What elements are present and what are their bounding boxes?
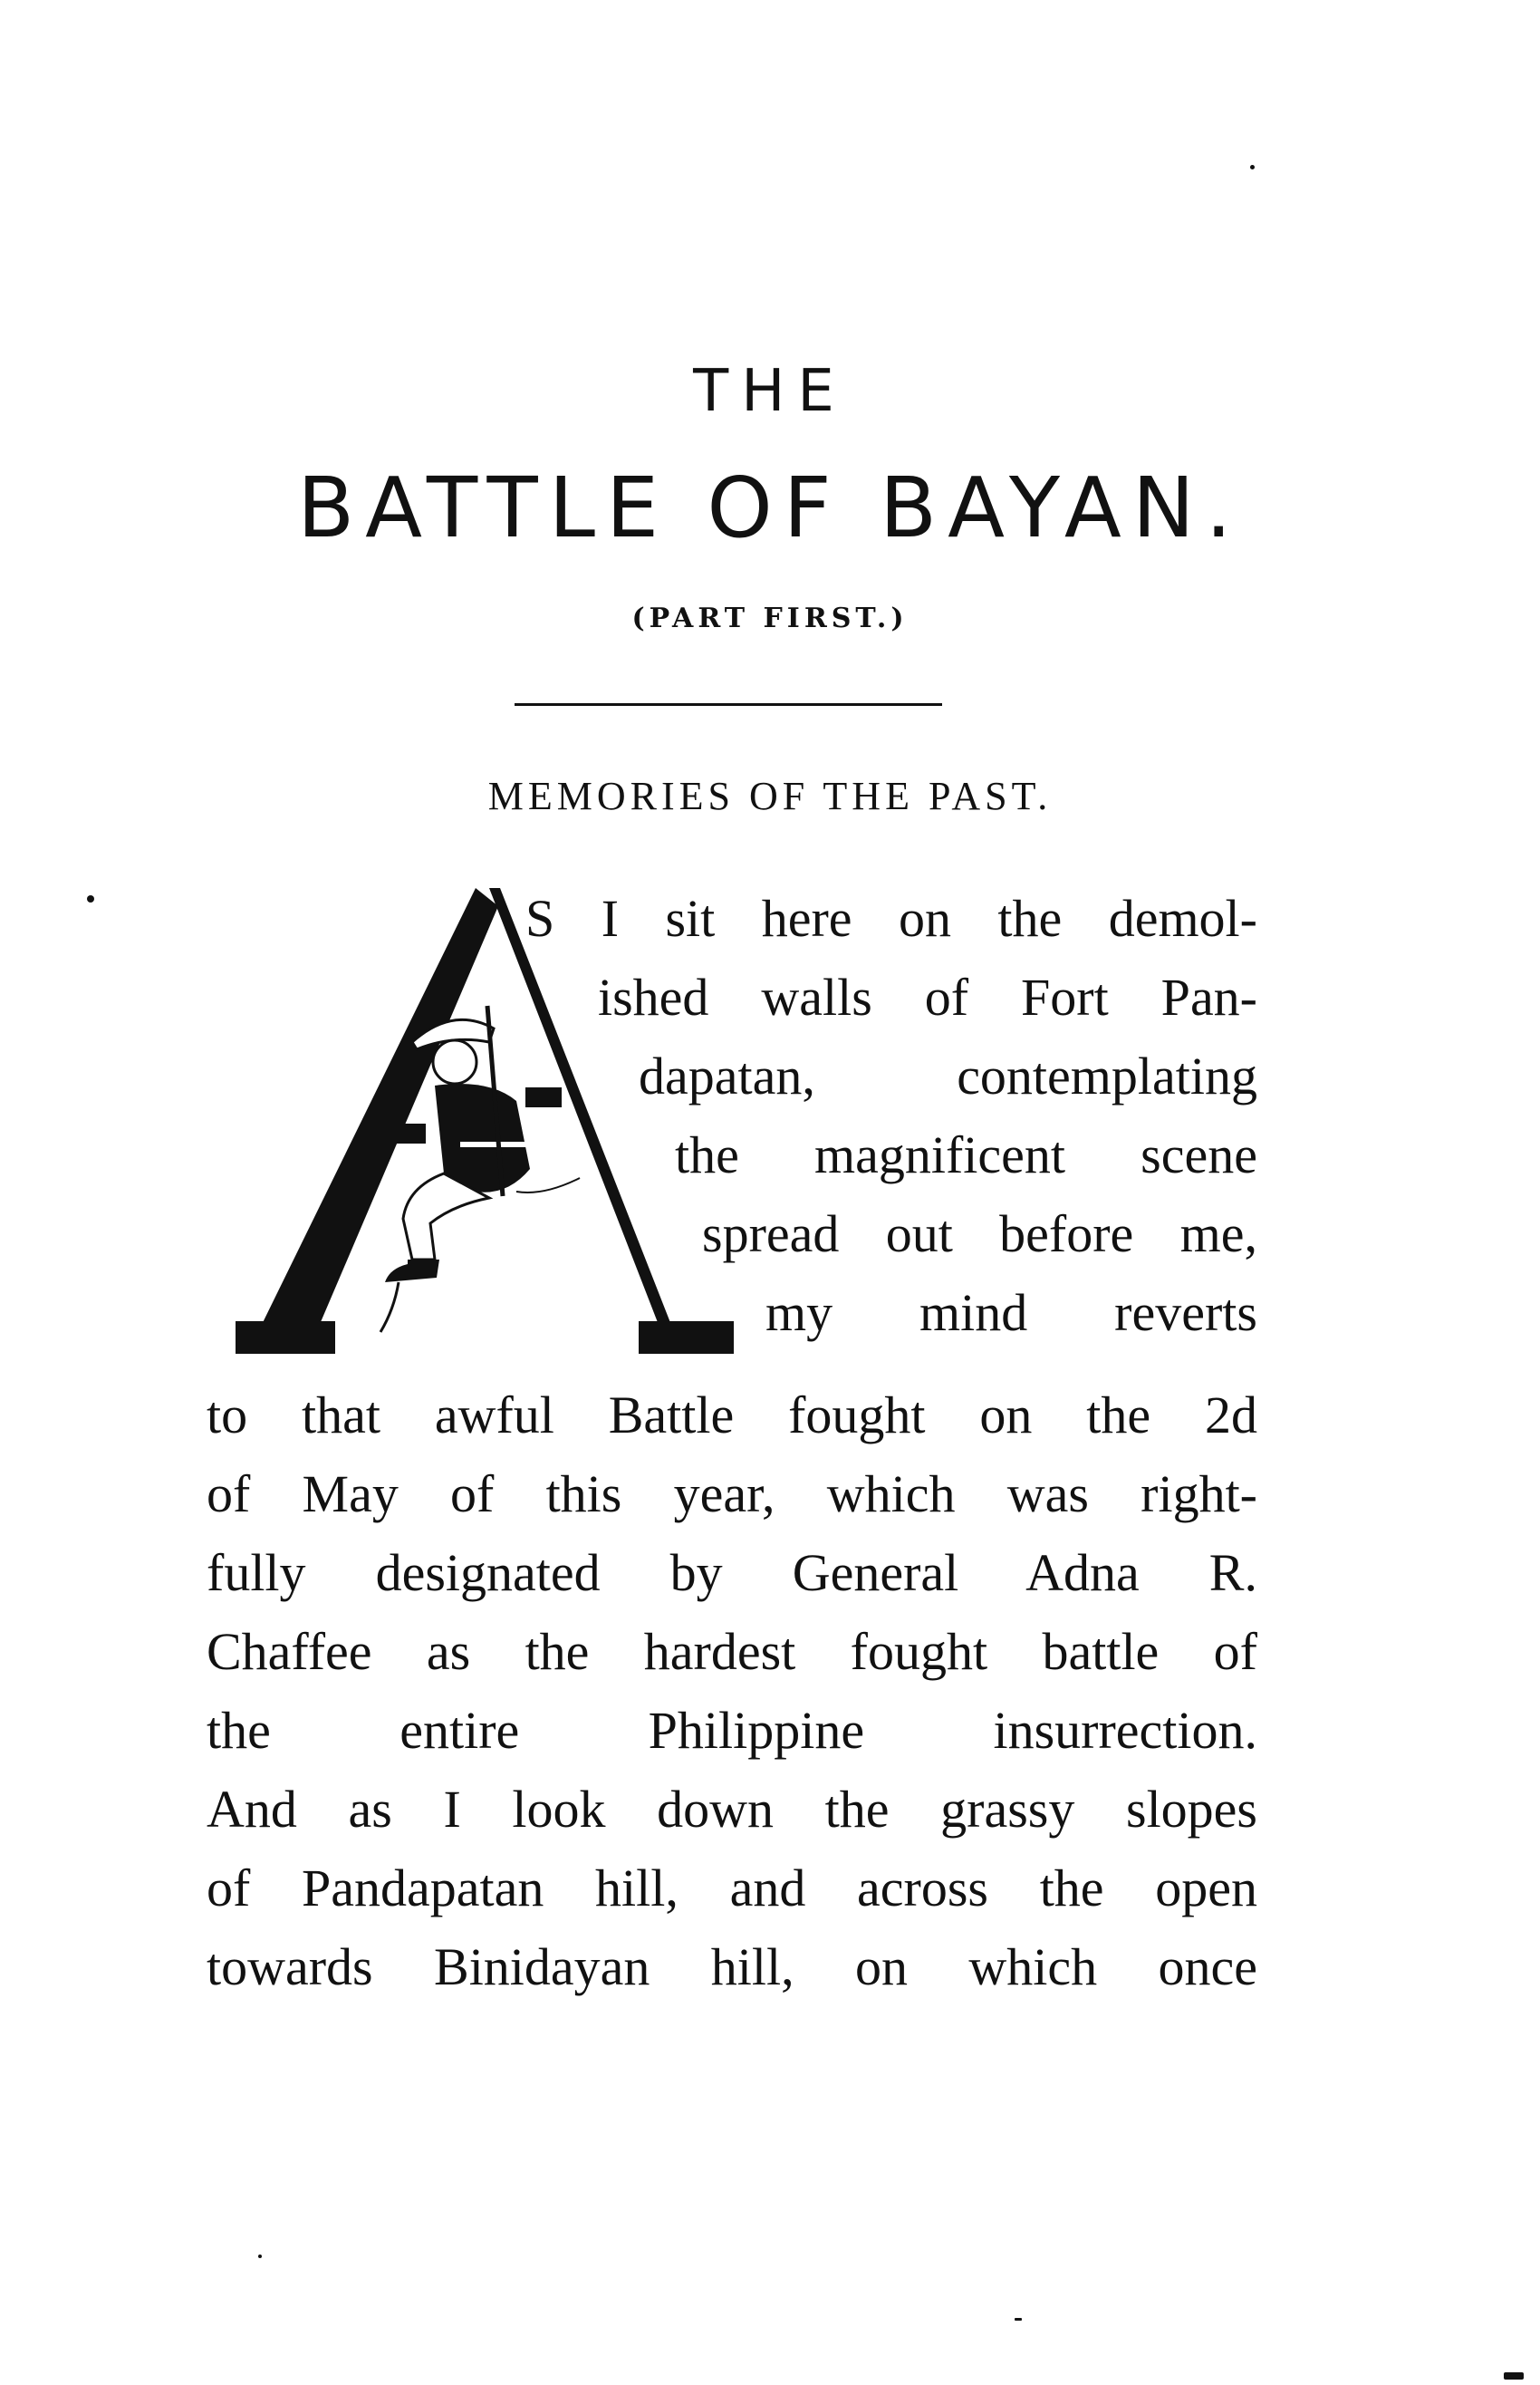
body-line: the entire Philippine insurrection. [207,1701,1257,1760]
body-line: to that awful Battle fought on the 2d [207,1386,1257,1444]
body-line: of May of this year, which was right- [207,1464,1257,1523]
scan-speck [1250,165,1255,169]
body-line: Chaffee as the hardest fought battle of [207,1622,1257,1681]
body-line: S I sit here on the demol- [525,889,1257,948]
body-line: fully designated by General Adna R. [207,1543,1257,1602]
body-line: And as I look down the grassy slopes [207,1780,1257,1839]
body-line: towards Binidayan hill, on which once [207,1937,1257,1996]
scan-speck [87,895,94,903]
scan-speck [1504,2372,1524,2380]
chapter-subtitle: MEMORIES OF THE PAST. [487,774,1053,818]
divider [515,703,942,706]
page-title: BATTLE OF BAYAN. [297,459,1243,556]
body-line: dapatan, contemplating [639,1047,1257,1106]
scan-speck [258,2255,262,2258]
title-article: THE [693,358,847,425]
body-line: the magnificent scene [675,1125,1257,1184]
body-line: spread out before me, [702,1204,1257,1263]
body-line: of Pandapatan hill, and across the open [207,1859,1257,1917]
scan-speck [1015,2318,1022,2321]
body-line: my mind reverts [765,1283,1257,1342]
body-line: ished walls of Fort Pan- [598,968,1257,1027]
part-label: (PART FIRST.) [631,603,909,634]
